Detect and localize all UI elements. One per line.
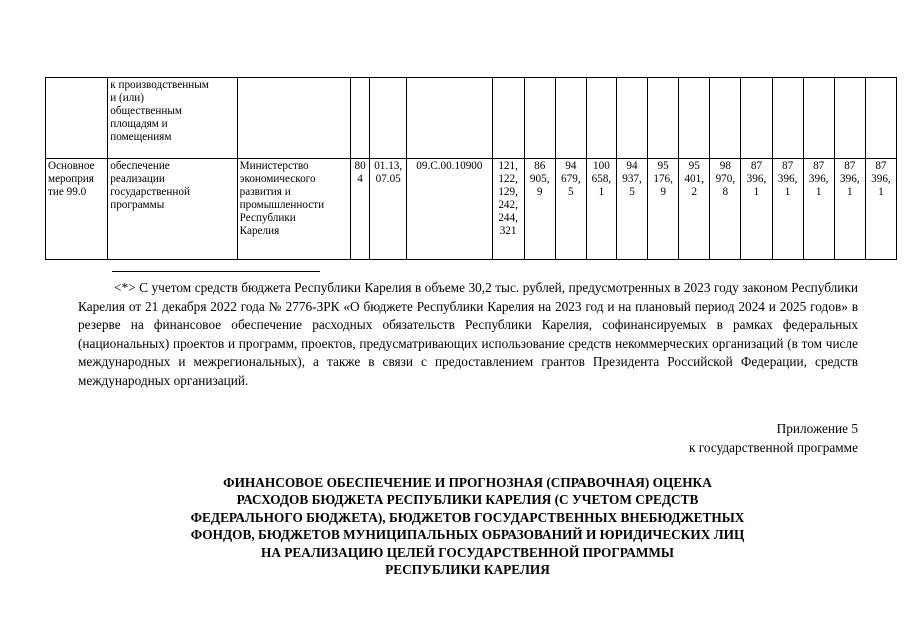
cell-line: 8 — [722, 186, 729, 198]
footnote-text: <*> С учетом средств бюджета Республики Карелия в объеме 30,2 тыс. рублей, предусмотренных в 2023 году законом Республики Карелия от 21 декабря 2022 года № 2776-ЗРК «О бюджете Республики Карелия на 2023 год и на плановый период 2024 и 2025 годов» в резерве на финансовое обеспечение расходных обязательств Республики Карелия, софинансируемых в рамках федеральных (национальных) проектов и программ, проектов, предусматривающих использование средств некоммерческих организаций (в том числе международных и межрегиональных), а также в связи с предоставлением грантов Президента Российской Федерации, средств международных организаций. — [78, 280, 858, 388]
cell-line: государственной — [110, 186, 190, 198]
document-title — [80, 474, 855, 578]
table-row-main-activity — [46, 159, 897, 260]
cell-line: Карелия — [239, 225, 280, 237]
cell-line: 87 — [875, 160, 887, 172]
cell-line: 98 — [719, 160, 731, 172]
cell-line: 244, — [498, 212, 518, 224]
cell-name — [46, 159, 108, 260]
cell-line: 80 — [354, 160, 366, 172]
cell-line: 1 — [846, 186, 853, 198]
cell-line: 396, — [871, 173, 891, 185]
cell-line: 658, — [591, 173, 612, 185]
cell-value — [586, 159, 616, 260]
cell-value — [555, 78, 586, 159]
cell-line: 1 — [753, 186, 760, 198]
cell-line: 100 — [593, 160, 610, 172]
cell-line: 87 — [844, 160, 856, 172]
cell-line: 396, — [840, 173, 860, 185]
cell-value — [741, 159, 772, 260]
title-line: ФОНДОВ, БЮДЖЕТОВ МУНИЦИПАЛЬНЫХ ОБРАЗОВАНИЙ И ЮРИДИЧЕСКИХ ЛИЦ — [190, 527, 745, 543]
title-line: РАСХОДОВ БЮДЖЕТА РЕСПУБЛИКИ КАРЕЛИЯ (С УЧЕТОМ СРЕДСТВ — [236, 492, 699, 508]
cell-line: реализации — [110, 173, 165, 185]
cell-line: 970, — [715, 173, 736, 185]
cell-csr: 09.С.00.10900 — [407, 159, 492, 260]
cell-line: Основное — [48, 160, 95, 172]
cell-value — [648, 159, 679, 260]
cell-line: 2 — [691, 186, 698, 198]
cell-responsible — [237, 159, 350, 260]
cell-value — [803, 159, 834, 260]
cell-line: 396, — [777, 173, 798, 185]
cell-line: общественным — [110, 105, 182, 117]
cell-value — [710, 78, 741, 159]
cell-line: помещениям — [110, 131, 172, 143]
cell-value — [772, 78, 803, 159]
cell-line: 95 — [657, 160, 669, 172]
cell-line: 679, — [561, 173, 581, 185]
cell-grbs — [351, 159, 370, 260]
cell-line: промышленности — [239, 199, 325, 211]
cell-rzpr — [370, 159, 407, 260]
cell-line: 07.05 — [375, 173, 401, 185]
cell-line: мероприя — [48, 173, 94, 185]
budget-table — [45, 77, 897, 260]
cell-value — [616, 159, 647, 260]
cell-value — [803, 78, 834, 159]
cell-value — [524, 159, 555, 260]
appendix-number: Приложение 5 — [776, 421, 858, 436]
cell-value — [865, 78, 896, 159]
title-line: НА РЕАЛИЗАЦИЮ ЦЕЛЕЙ ГОСУДАРСТВЕННОЙ ПРОГРАММЫ — [261, 544, 674, 560]
cell-value — [679, 78, 710, 159]
cell-line: программы — [110, 199, 165, 211]
cell-csr — [407, 78, 492, 159]
cell-line: 396, — [808, 173, 829, 185]
cell-line: 1 — [784, 186, 791, 198]
cell-line: 87 — [750, 160, 763, 172]
cell-line: 87 — [781, 160, 794, 172]
cell-line: развития и — [239, 186, 291, 198]
cell-line: 937, — [622, 173, 642, 185]
cell-value — [524, 78, 555, 159]
cell-line: 94 — [565, 160, 577, 172]
cell-line: и (или) — [110, 92, 145, 104]
cell-value — [555, 159, 586, 260]
table-row-continuation — [46, 78, 897, 159]
cell-line: 122, — [498, 173, 518, 185]
cell-line: 1 — [878, 186, 884, 198]
cell-value — [648, 78, 679, 159]
cell-line: 242, — [498, 199, 518, 211]
cell-line: площадям и — [110, 118, 168, 130]
cell-vr — [492, 78, 524, 159]
appendix-reference: к государственной программе — [688, 439, 858, 455]
cell-line: 1 — [815, 186, 822, 198]
cell-line: тие 99.0 — [48, 186, 87, 198]
cell-line: 905, — [529, 173, 550, 185]
cell-line: 95 — [688, 160, 700, 172]
appendix-label — [689, 420, 858, 457]
cell-value — [772, 159, 803, 260]
cell-line: 5 — [629, 186, 635, 198]
cell-value — [679, 159, 710, 260]
cell-grbs — [351, 78, 370, 159]
cell-line: 5 — [568, 186, 574, 198]
cell-description — [108, 159, 237, 260]
cell-value — [586, 78, 616, 159]
cell-rzpr — [370, 78, 407, 159]
cell-line: 129, — [498, 186, 518, 198]
cell-line: 01.13, — [374, 160, 403, 172]
cell-value — [834, 159, 865, 260]
cell-line: Министерство — [239, 160, 309, 172]
cell-line: 9 — [536, 186, 543, 198]
title-line: ФЕДЕРАЛЬНОГО БЮДЖЕТА), БЮДЖЕТОВ ГОСУДАРСТВЕННЫХ ВНЕБЮДЖЕТНЫХ — [190, 509, 745, 525]
cell-line: 94 — [626, 160, 638, 172]
cell-value — [865, 159, 896, 260]
cell-line: 321 — [499, 225, 517, 237]
cell-vr — [492, 159, 524, 260]
cell-line: 86 — [534, 160, 546, 172]
cell-line: Республики — [239, 212, 296, 224]
cell-name — [46, 78, 108, 159]
cell-line: 1 — [598, 186, 605, 198]
cell-responsible — [237, 78, 350, 159]
cell-line: 87 — [813, 160, 825, 172]
cell-value — [741, 78, 772, 159]
cell-line: 4 — [357, 173, 363, 185]
cell-line: 396, — [746, 173, 767, 185]
cell-description — [108, 78, 237, 159]
cell-value — [710, 159, 741, 260]
cell-line: к производственным — [110, 79, 209, 91]
title-line: ФИНАНСОВОЕ ОБЕСПЕЧЕНИЕ И ПРОГНОЗНАЯ (СПРАВОЧНАЯ) ОЦЕНКА — [223, 475, 712, 490]
cell-value — [616, 78, 647, 159]
cell-line: 176, — [653, 173, 673, 185]
cell-line: экономического — [239, 173, 316, 185]
cell-line: 9 — [660, 186, 666, 198]
cell-line: 401, — [684, 173, 705, 185]
cell-line: 121, — [498, 160, 518, 172]
footnote-separator — [112, 271, 320, 272]
cell-value — [834, 78, 865, 159]
title-line: РЕСПУБЛИКИ КАРЕЛИЯ — [385, 562, 550, 578]
cell-line: обеспечение — [110, 160, 170, 172]
